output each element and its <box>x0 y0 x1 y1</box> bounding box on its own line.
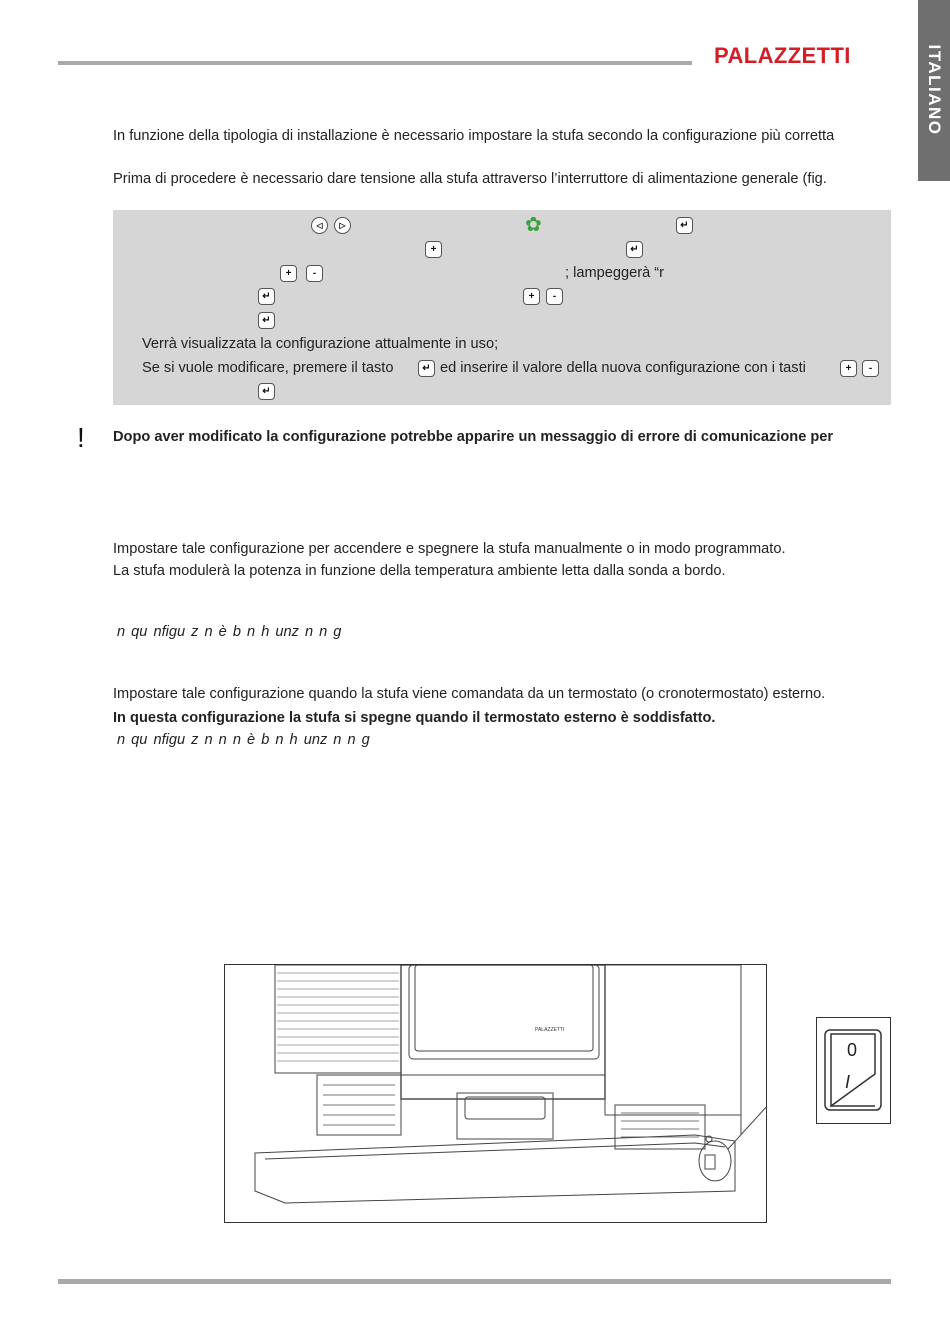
gear-icon: ✿ <box>525 214 542 236</box>
warning-icon: ! <box>77 422 85 453</box>
language-tab-label: ITALIANO <box>925 44 944 136</box>
enter-key-icon: ↵ <box>258 312 275 329</box>
enter-key-icon: ↵ <box>258 288 275 305</box>
intro-line-2: Prima di procedere è necessario dare tensione alla stufa attraverso l’interruttore di alimentazione generale (fig. <box>113 171 827 187</box>
header-rule <box>58 61 692 65</box>
left-arrow-key-icon: ◁ <box>311 217 328 234</box>
rocker-switch-icon <box>817 1018 890 1123</box>
power-switch-callout <box>816 1017 891 1124</box>
stove-illustration <box>224 964 767 1223</box>
config2-line-1: Impostare tale configurazione quando la stufa viene comandata da un termostato (o cronotermostato) esterno. <box>113 686 826 702</box>
minus-key-icon: - <box>306 265 323 282</box>
minus-key-icon: - <box>546 288 563 305</box>
warning-text: Dopo aver modificato la configurazione potrebbe apparire un messaggio di errore di comunicazione per <box>113 429 834 445</box>
step-3-text: ; lampeggerà “r <box>565 265 664 281</box>
footer-rule <box>58 1279 891 1284</box>
right-arrow-key-icon: ▷ <box>334 217 351 234</box>
language-tab <box>918 0 950 181</box>
plus-key-icon: + <box>523 288 540 305</box>
stove-drawing-icon <box>225 965 767 1223</box>
config1-fragment: n qu nfigu z n è b n h unz n n g <box>117 624 342 640</box>
config2-line-2: In questa configurazione la stufa si spegne quando il termostato esterno è soddisfatto. <box>113 710 716 726</box>
step-6-text: Verrà visualizzata la configurazione attualmente in uso; <box>142 336 499 352</box>
plus-key-icon: + <box>280 265 297 282</box>
enter-key-icon: ↵ <box>676 217 693 234</box>
enter-key-icon: ↵ <box>258 383 275 400</box>
intro-line-1: In funzione della tipologia di installazione è necessario impostare la stufa secondo la configurazione più corretta <box>113 128 835 144</box>
plus-key-icon: + <box>425 241 442 258</box>
config1-line-2: La stufa modulerà la potenza in funzione della temperatura ambiente letta dalla sonda a bordo. <box>113 563 726 579</box>
procedure-box <box>113 210 891 405</box>
config1-line-1: Impostare tale configurazione per accendere e spegnere la stufa manualmente o in modo programmato. <box>113 541 786 557</box>
step-7-text-a: Se si vuole modificare, premere il tasto <box>142 360 394 376</box>
switch-off-label: 0 <box>847 1040 858 1060</box>
step-7-text-b: ed inserire il valore della nuova configurazione con i tasti <box>440 360 806 376</box>
config2-fragment: n qu nfigu z n n n è b n h unz n n g <box>117 732 370 748</box>
switch-on-label: I <box>845 1072 851 1092</box>
enter-key-icon: ↵ <box>418 360 435 377</box>
appliance-label: PALAZZETTI <box>535 1027 565 1033</box>
brand-logo: PALAZZETTI <box>714 43 851 68</box>
plus-key-icon: + <box>840 360 857 377</box>
minus-key-icon: - <box>862 360 879 377</box>
enter-key-icon: ↵ <box>626 241 643 258</box>
